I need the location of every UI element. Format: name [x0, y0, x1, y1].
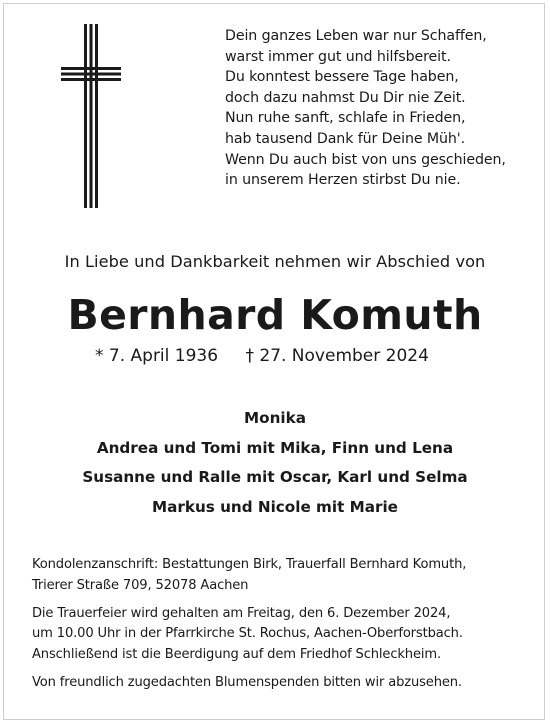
family-line: Markus und Nicole mit Marie	[152, 497, 398, 516]
poem-line: Du konntest bessere Tage haben,	[225, 69, 459, 86]
death-date: † 27. November 2024	[245, 346, 429, 366]
poem-line: Dein ganzes Leben war nur Schaffen,	[225, 28, 487, 44]
deceased-name: Bernhard Komuth	[67, 291, 483, 339]
poem	[225, 26, 535, 191]
life-dates	[95, 346, 429, 366]
family-list	[0, 404, 550, 522]
footer-info	[32, 555, 524, 694]
intro-text: In Liebe und Dankbarkeit nehmen wir Abschied von	[64, 252, 486, 271]
condolence-line: Kondolenzanschrift: Bestattungen Birk, Trauerfall Bernhard Komuth,	[32, 557, 467, 572]
poem-line: warst immer gut und hilfsbereit.	[225, 48, 451, 65]
family-line: Monika	[244, 409, 306, 427]
poem-line: hab tausend Dank für Deine Müh'.	[225, 130, 466, 147]
family-line: Susanne und Ralle mit Oscar, Karl und Selma	[82, 468, 468, 486]
poem-line: doch dazu nahmst Du Dir nie Zeit.	[225, 89, 466, 106]
birth-date: * 7. April 1936	[95, 346, 219, 366]
poem-line: in unserem Herzen stirbst Du nie.	[225, 172, 461, 189]
ceremony-line: um 10.00 Uhr in der Pfarrkirche St. Rochus, Aachen-Oberforstbach.	[32, 626, 463, 642]
ceremony-line: Die Trauerfeier wird gehalten am Freitag, den 6. Dezember 2024,	[32, 605, 451, 621]
ceremony-line: Anschließend ist die Beerdigung auf dem Friedhof Schleckheim.	[32, 647, 441, 663]
poem-line: Wenn Du auch bist von uns geschieden,	[225, 151, 506, 168]
family-line: Andrea und Tomi mit Mika, Finn und Lena	[96, 438, 454, 457]
cross-icon	[61, 24, 121, 208]
condolence-line: Trierer Straße 709, 52078 Aachen	[32, 577, 249, 593]
flowers-note: Von freundlich zugedachten Blumenspenden bitten wir abzusehen.	[32, 674, 462, 690]
poem-line: Nun ruhe sanft, schlafe in Frieden,	[225, 110, 466, 127]
